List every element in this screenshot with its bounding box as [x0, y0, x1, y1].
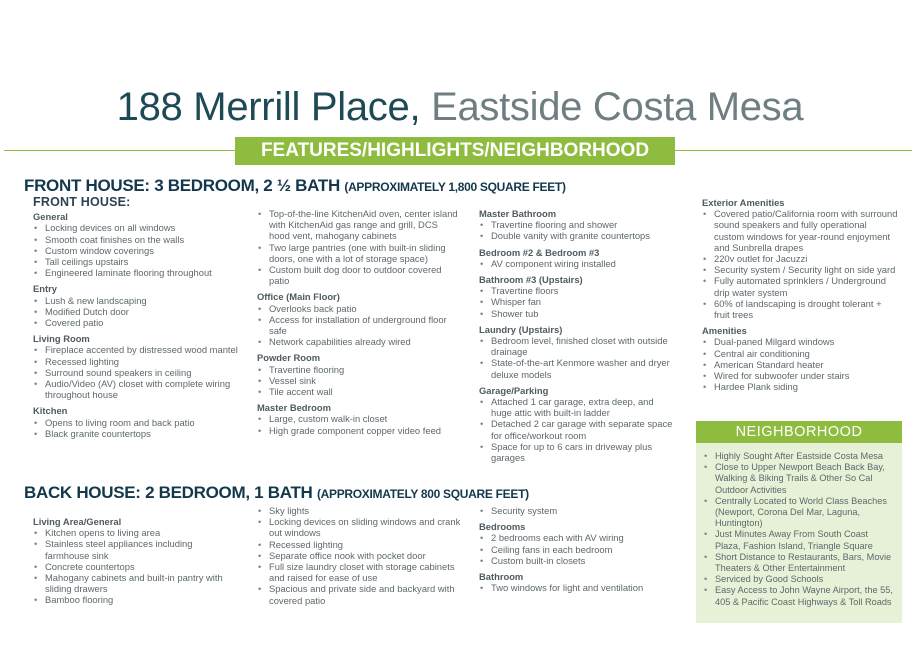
section-title: Exterior Amenities	[702, 197, 785, 208]
feature-list	[479, 219, 675, 241]
back-column-1	[33, 516, 238, 606]
list-item: • Mahogany cabinets and built-in pantry with sliding drawers	[33, 572, 238, 594]
back-column-3	[479, 505, 675, 593]
list-item: • Smooth coat finishes on the walls	[33, 234, 238, 245]
features-banner: FEATURES/HIGHLIGHTS/NEIGHBORHOOD	[235, 137, 675, 165]
feature-list	[479, 335, 675, 380]
list-item: • Audio/Video (AV) closet with complete wiring throughout house	[33, 378, 238, 400]
section-title: Living Area/General	[33, 516, 122, 527]
list-item: • Two windows for light and ventilation	[479, 582, 675, 593]
neighborhood-heading: NEIGHBORHOOD	[696, 421, 902, 443]
feature-list	[702, 336, 898, 392]
feature-list	[257, 364, 460, 398]
list-item: • Easy Access to John Wayne Airport, the 55, 405 & Pacific Coast Highways & Toll Roads	[703, 585, 896, 607]
list-item: • Short Distance to Restaurants, Bars, Movie Theaters & Other Entertainment	[703, 552, 896, 574]
list-item: • Two large pantries (one with built-in sliding doors, one with a lot of storage space)	[257, 242, 460, 264]
list-item: • High grade component copper video feed	[257, 425, 460, 436]
list-item: • Space for up to 6 cars in driveway plus garages	[479, 441, 675, 463]
list-item: • Travertine flooring and shower	[479, 219, 675, 230]
list-item: • Stainless steel appliances including farmhouse sink	[33, 538, 238, 560]
list-item: • Travertine flooring	[257, 364, 460, 375]
list-item: • Centrally Located to World Class Beaches (Newport, Corona Del Mar, Laguna, Huntington)	[703, 496, 896, 530]
feature-list	[479, 532, 675, 566]
list-item: • Custom window coverings	[33, 245, 238, 256]
list-item: • Engineered laminate flooring throughout	[33, 267, 238, 278]
back-house-heading-main: BACK HOUSE: 2 BEDROOM, 1 BATH	[24, 483, 317, 502]
list-item: • 2 bedrooms each with AV wiring	[479, 532, 675, 543]
list-item: • Sky lights	[257, 505, 469, 516]
list-item: • Just Minutes Away From South Coast Plaza, Fashion Island, Triangle Square	[703, 529, 896, 551]
list-item: • Attached 1 car garage, extra deep, and huge attic with built-in ladder	[479, 396, 675, 418]
list-item: • Covered patio/California room with surround sound speakers and fully operational custom windows for year-round enjoyment and Sunbrella drapes	[702, 208, 898, 253]
list-item: • Recessed lighting	[257, 539, 469, 550]
feature-list	[33, 295, 238, 329]
list-item: • Fireplace accented by distressed wood mantel	[33, 344, 238, 355]
list-item: • Custom built-in closets	[479, 555, 675, 566]
list-item: • Top-of-the-line KitchenAid oven, center island with KitchenAid gas range and grill, DCS hood vent, mahogany cabinets	[257, 208, 460, 242]
list-item: • Separate office nook with pocket door	[257, 550, 469, 561]
list-item: • Central air conditioning	[702, 348, 898, 359]
list-item: • Locking devices on all windows	[33, 222, 238, 233]
front-house-heading-approx: (APPROXIMATELY 1,800 SQUARE FEET)	[344, 180, 566, 194]
right-column-amenities	[702, 197, 898, 392]
section-title: Entry	[33, 283, 57, 295]
list-item: • Surround sound speakers in ceiling	[33, 367, 238, 378]
section-title: Laundry (Upstairs)	[479, 323, 563, 335]
list-item: • Ceiling fans in each bedroom	[479, 544, 675, 555]
list-item: • Detached 2 car garage with separate space for office/workout room	[479, 418, 675, 440]
list-item: • Kitchen opens to living area	[33, 527, 238, 538]
section-title: Living Room	[33, 333, 90, 345]
list-item: • Travertine floors	[479, 285, 675, 296]
list-item: • Full size laundry closet with storage cabinets and raised for ease of use	[257, 561, 469, 583]
list-item: • Bedroom level, finished closet with outside drainage	[479, 335, 675, 357]
list-item: • Covered patio	[33, 317, 238, 328]
page-title	[0, 84, 920, 130]
list-item: • Highly Sought After Eastside Costa Mesa	[703, 451, 896, 462]
front-house-heading-main: FRONT HOUSE: 3 BEDROOM, 2 ½ BATH	[24, 176, 345, 195]
list-item: • Black granite countertops	[33, 428, 238, 439]
front-column-2	[257, 208, 460, 436]
list-item: • Hardee Plank siding	[702, 381, 898, 392]
list-item: • Large, custom walk-in closet	[257, 413, 460, 424]
section-title: Kitchen	[33, 405, 68, 417]
section-title: Bedrooms	[479, 521, 526, 533]
feature-list	[33, 417, 238, 439]
section-title: Amenities	[702, 325, 747, 337]
list-item: • Access for installation of underground floor safe	[257, 314, 460, 336]
neighborhood-box	[696, 421, 902, 623]
list-item: • Bamboo flooring	[33, 594, 238, 605]
section-title: Master Bathroom	[479, 208, 557, 219]
feature-list	[479, 396, 675, 463]
list-item: • Spacious and private side and backyard with covered patio	[257, 583, 469, 605]
list-item: • Locking devices on sliding windows and crank out windows	[257, 516, 469, 538]
list-item: • Tile accent wall	[257, 386, 460, 397]
list-item: • Dual-paned Milgard windows	[702, 336, 898, 347]
front-house-heading	[24, 176, 566, 196]
section-title: Bedroom #2 & Bedroom #3	[479, 246, 600, 258]
front-column-1	[33, 197, 238, 439]
back-house-heading	[24, 483, 529, 503]
list-item: • 220v outlet for Jacuzzi	[702, 253, 898, 264]
back-column-2	[257, 505, 469, 606]
front-column-3	[479, 208, 675, 463]
list-item: • Shower tub	[479, 308, 675, 319]
list-item: • Tall ceilings upstairs	[33, 256, 238, 267]
section-title: Bathroom	[479, 571, 524, 583]
feature-list	[257, 303, 460, 348]
list-item: • Vessel sink	[257, 375, 460, 386]
list-item: • Security system / Security light on side yard	[702, 264, 898, 275]
front-house-subheading: FRONT HOUSE:	[33, 195, 131, 209]
feature-list	[257, 505, 469, 606]
title-area: Eastside Costa Mesa	[420, 85, 804, 129]
list-item: • American Standard heater	[702, 359, 898, 370]
list-item: • State-of-the-art Kenmore washer and dryer deluxe models	[479, 357, 675, 379]
section-title: Office (Main Floor)	[257, 291, 340, 303]
list-item: • Wired for subwoofer under stairs	[702, 370, 898, 381]
feature-list	[33, 344, 238, 400]
list-item: • Custom built dog door to outdoor covered patio	[257, 264, 460, 286]
list-item: • Close to Upper Newport Beach Back Bay, Walking & Biking Trails & Other So Cal Outdoor Activities	[703, 462, 896, 496]
title-address: 188 Merrill Place,	[116, 85, 421, 129]
feature-list	[702, 208, 898, 320]
list-item: • Overlooks back patio	[257, 303, 460, 314]
section-title: General	[33, 211, 68, 223]
list-item: • Concrete countertops	[33, 561, 238, 572]
list-item: • Whisper fan	[479, 296, 675, 307]
feature-list	[257, 413, 460, 435]
section-title: Master Bedroom	[257, 402, 331, 414]
feature-list	[33, 527, 238, 605]
list-item: • Security system	[479, 505, 675, 516]
list-item: • Recessed lighting	[33, 356, 238, 367]
section-title: Powder Room	[257, 352, 321, 364]
list-item: • Double vanity with granite countertops	[479, 230, 675, 241]
feature-list	[479, 505, 675, 516]
list-item: • Lush & new landscaping	[33, 295, 238, 306]
feature-list	[257, 208, 460, 286]
list-item: • Modified Dutch door	[33, 306, 238, 317]
section-title: Garage/Parking	[479, 384, 549, 396]
feature-list	[479, 582, 675, 593]
feature-list	[33, 222, 238, 278]
list-item: • AV component wiring installed	[479, 258, 675, 269]
neighborhood-list	[703, 451, 896, 608]
list-item: • Opens to living room and back patio	[33, 417, 238, 428]
list-item: • Serviced by Good Schools	[703, 574, 896, 585]
back-house-heading-approx: (APPROXIMATELY 800 SQUARE FEET)	[316, 487, 529, 501]
section-title: Bathroom #3 (Upstairs)	[479, 274, 583, 286]
list-item: • 60% of landscaping is drought tolerant + fruit trees	[702, 298, 898, 320]
feature-list	[479, 258, 675, 269]
feature-list	[479, 285, 675, 319]
list-item: • Network capabilities already wired	[257, 336, 460, 347]
list-item: • Fully automated sprinklers / Underground drip water system	[702, 275, 898, 297]
